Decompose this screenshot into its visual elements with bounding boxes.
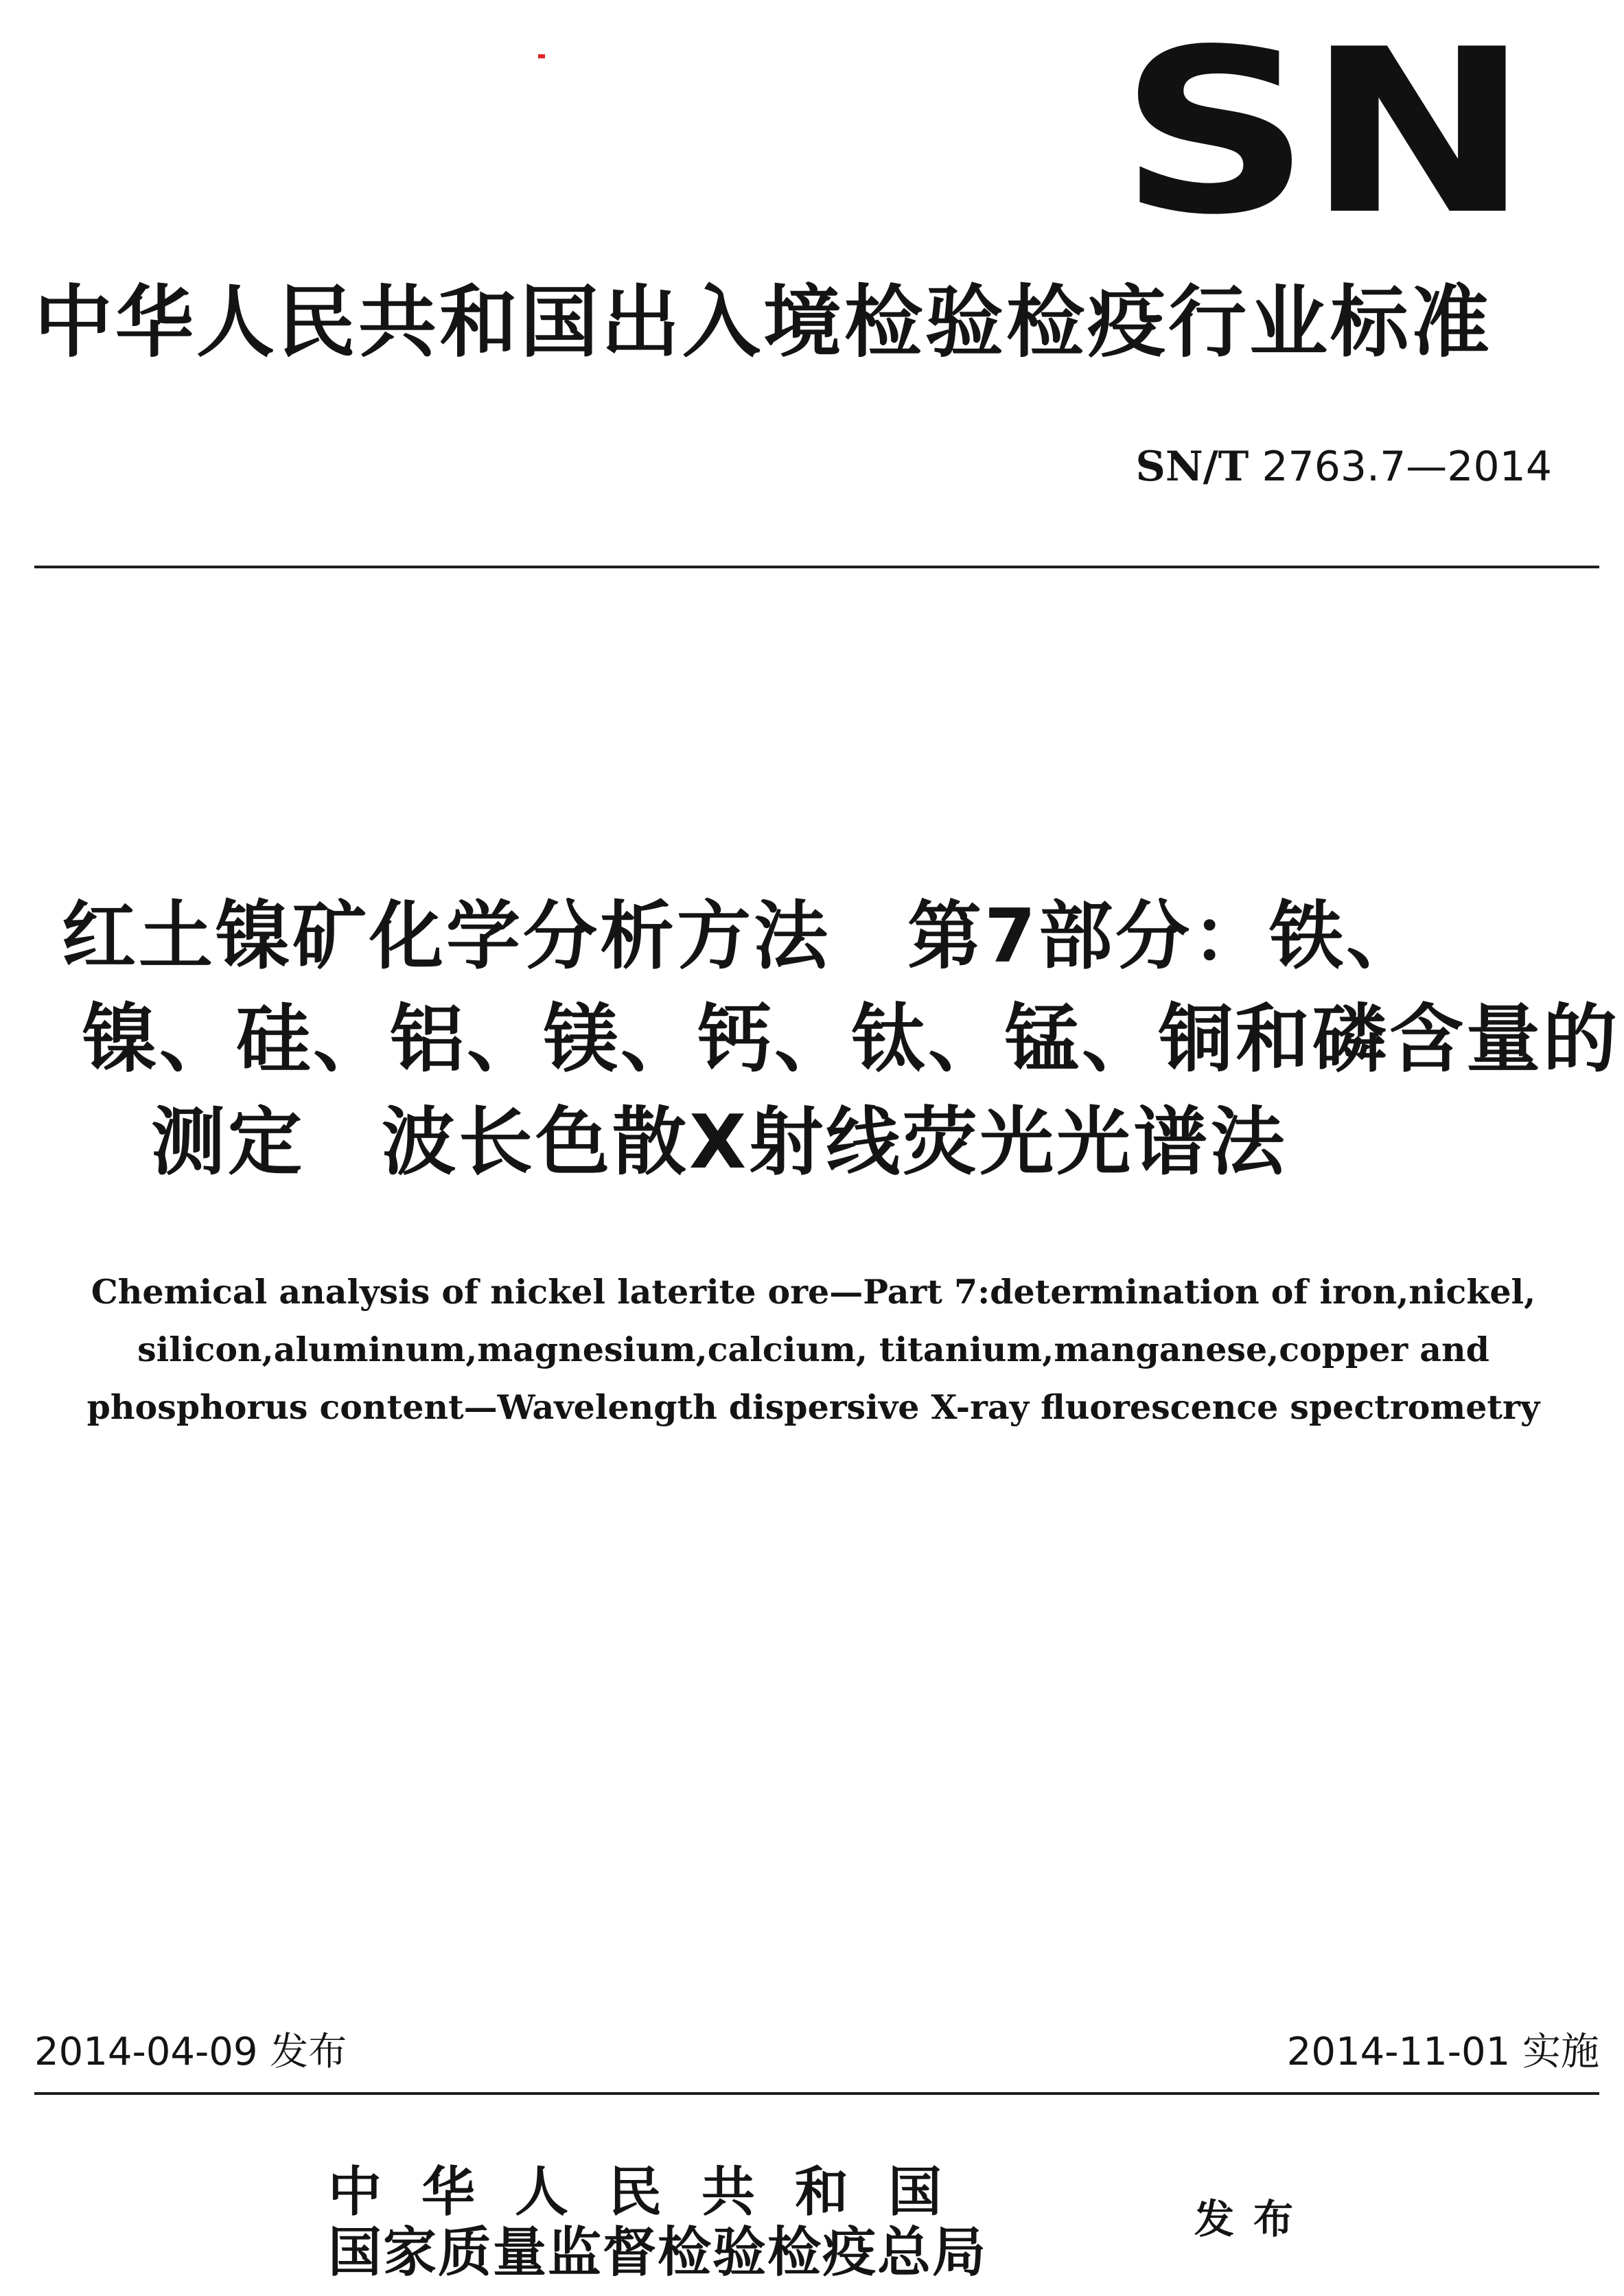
english-title-line-1: Chemical analysis of nickel laterite ore—Part 7:determination of iron,nickel, xyxy=(91,1272,1536,1312)
footer-divider xyxy=(34,2092,1599,2095)
standard-prefix: SN/T xyxy=(1135,443,1249,491)
chinese-title-line-2: 镍、硅、铝、镁、钙、钛、锰、铜和磷含量的 xyxy=(82,997,1621,1082)
red-print-mark xyxy=(538,54,545,58)
sn-logo: SN xyxy=(1119,1,1526,264)
english-title xyxy=(27,1263,1599,1436)
issuer-block xyxy=(328,2162,1152,2283)
english-title-line-2: silicon,aluminum,magnesium,calcium, titanium,manganese,copper and xyxy=(137,1330,1489,1369)
issuer-agency: 国家质量监督检验检疫总局 xyxy=(328,2221,988,2284)
header-divider xyxy=(34,566,1599,568)
chinese-title xyxy=(41,885,1621,1194)
english-title-line-3: phosphorus content—Wavelength dispersive X-ray fluorescence spectrometry xyxy=(86,1387,1540,1427)
issue-date: 2014-04-09 发布 xyxy=(34,2030,347,2074)
chinese-title-line-3: 测定 波长色散X射线荧光光谱法 xyxy=(151,1100,1288,1185)
issuer-country: 中华人民共和国 xyxy=(328,2161,982,2223)
chinese-title-line-1: 红土镍矿化学分析方法 第7部分：铁、 xyxy=(62,894,1424,979)
issuing-authority-title: 中华人民共和国出入境检验检疫行业标准 xyxy=(34,277,1493,368)
standard-number xyxy=(1136,439,1552,494)
standard-code: 2763.7—2014 xyxy=(1262,443,1552,491)
issuer-action: 发布 xyxy=(1194,2196,1313,2242)
implementation-date: 2014-11-01 实施 xyxy=(1286,2030,1599,2074)
